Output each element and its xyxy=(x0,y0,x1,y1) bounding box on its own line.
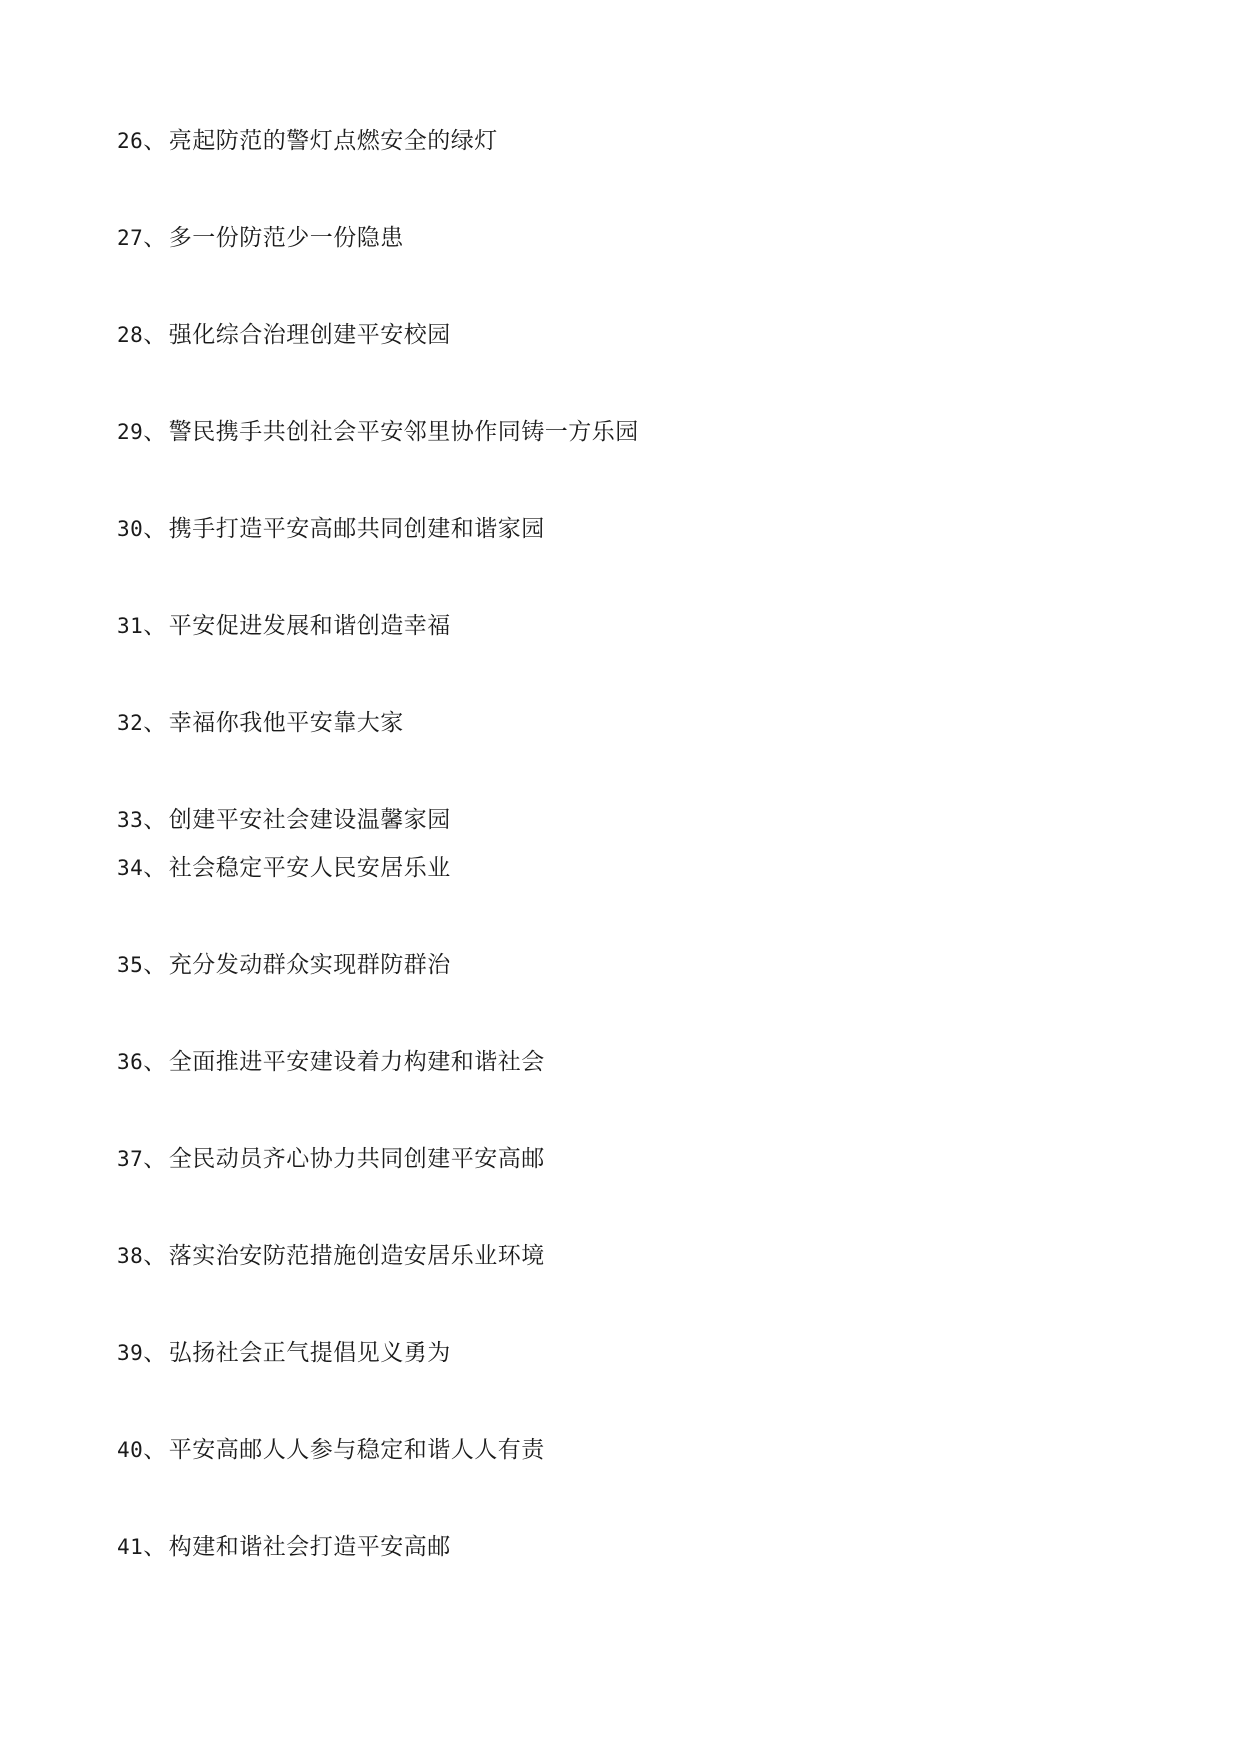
item-separator: 、 xyxy=(143,128,167,154)
item-separator: 、 xyxy=(143,419,167,445)
list-item xyxy=(117,611,451,641)
item-number: 27 xyxy=(117,226,144,250)
list-item xyxy=(117,853,451,883)
item-separator: 、 xyxy=(143,613,167,639)
item-text: 弘扬社会正气提倡见义勇为 xyxy=(168,1340,451,1366)
item-text: 落实治安防范措施创造安居乐业环境 xyxy=(168,1243,545,1269)
item-separator: 、 xyxy=(143,855,167,881)
item-separator: 、 xyxy=(143,1340,167,1366)
list-item xyxy=(117,1047,545,1077)
item-text: 社会稳定平安人民安居乐业 xyxy=(168,855,451,881)
item-number: 29 xyxy=(117,420,144,444)
item-text: 平安促进发展和谐创造幸福 xyxy=(168,613,451,639)
item-separator: 、 xyxy=(143,322,167,348)
list-item xyxy=(117,417,639,447)
item-number: 36 xyxy=(117,1050,144,1074)
item-number: 39 xyxy=(117,1341,144,1365)
item-number: 41 xyxy=(117,1535,144,1559)
item-separator: 、 xyxy=(143,952,167,978)
item-number: 30 xyxy=(117,517,144,541)
list-item xyxy=(117,320,451,350)
item-text: 多一份防范少一份隐患 xyxy=(168,225,404,251)
item-separator: 、 xyxy=(143,1243,167,1269)
item-text: 亮起防范的警灯点燃安全的绿灯 xyxy=(168,128,498,154)
item-text: 充分发动群众实现群防群治 xyxy=(168,952,451,978)
item-number: 35 xyxy=(117,953,144,977)
item-number: 37 xyxy=(117,1147,144,1171)
item-separator: 、 xyxy=(143,807,167,833)
list-item xyxy=(117,1241,545,1271)
item-text: 创建平安社会建设温馨家园 xyxy=(168,807,451,833)
item-text: 强化综合治理创建平安校园 xyxy=(168,322,451,348)
list-item xyxy=(117,223,404,253)
item-number: 38 xyxy=(117,1244,144,1268)
item-text: 平安高邮人人参与稳定和谐人人有责 xyxy=(168,1437,545,1463)
item-separator: 、 xyxy=(143,225,167,251)
item-separator: 、 xyxy=(143,710,167,736)
list-item xyxy=(117,1532,451,1562)
item-number: 26 xyxy=(117,129,144,153)
item-text: 全民动员齐心协力共同创建平安高邮 xyxy=(168,1146,545,1172)
list-item xyxy=(117,950,451,980)
list-item xyxy=(117,1338,451,1368)
item-separator: 、 xyxy=(143,1146,167,1172)
item-text: 幸福你我他平安靠大家 xyxy=(168,710,404,736)
item-separator: 、 xyxy=(143,516,167,542)
item-text: 警民携手共创社会平安邻里协作同铸一方乐园 xyxy=(168,419,639,445)
list-item xyxy=(117,1435,545,1465)
item-text: 携手打造平安高邮共同创建和谐家园 xyxy=(168,516,545,542)
item-number: 40 xyxy=(117,1438,144,1462)
list-item xyxy=(117,805,451,835)
list-item xyxy=(117,514,545,544)
item-number: 28 xyxy=(117,323,144,347)
item-text: 构建和谐社会打造平安高邮 xyxy=(168,1534,451,1560)
item-number: 34 xyxy=(117,856,144,880)
list-item xyxy=(117,126,498,156)
item-separator: 、 xyxy=(143,1534,167,1560)
list-item xyxy=(117,708,404,738)
item-number: 31 xyxy=(117,614,144,638)
list-item xyxy=(117,1144,545,1174)
item-number: 32 xyxy=(117,711,144,735)
item-text: 全面推进平安建设着力构建和谐社会 xyxy=(168,1049,545,1075)
item-number: 33 xyxy=(117,808,144,832)
item-separator: 、 xyxy=(143,1437,167,1463)
item-separator: 、 xyxy=(143,1049,167,1075)
